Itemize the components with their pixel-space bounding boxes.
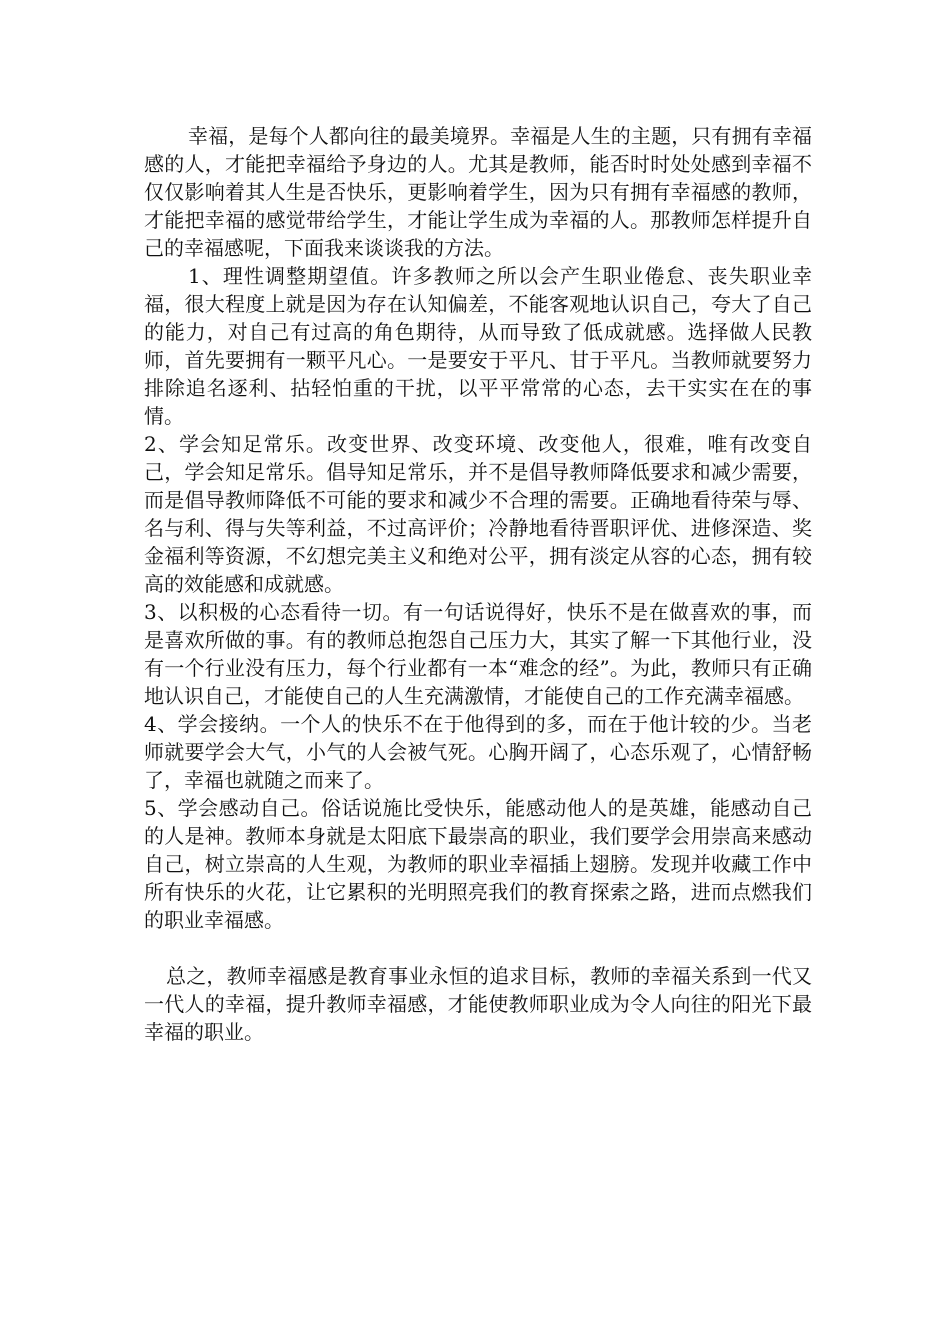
intro-paragraph: 幸福，是每个人都向往的最美境界。幸福是人生的主题，只有拥有幸福感的人，才能把幸福给予身边的人。尤其是教师，能否时时处处感到幸福不仅仅影响着其人生是否快乐，更影响着学生，因为只有拥有幸福感的教师，才能把幸福的感觉带给学生，才能让学生成为幸福的人。那教师怎样提升自己的幸福感呢，下面我来谈谈我的方法。 xyxy=(144,124,812,260)
conclusion-paragraph: 总之，教师幸福感是教育事业永恒的追求目标，教师的幸福关系到一代又一代人的幸福，提升教师幸福感，才能使教师职业成为令人向往的阳光下最幸福的职业。 xyxy=(144,964,812,1044)
document-body xyxy=(144,122,812,1046)
point-5-paragraph: 5、学会感动自己。俗话说施比受快乐，能感动他人的是英雄，能感动自己的人是神。教师本身就是太阳底下最崇高的职业，我们要学会用崇高来感动自己，树立崇高的人生观，为教师的职业幸福插上翅膀。发现并收藏工作中所有快乐的火花，让它累积的光明照亮我们的教育探索之路，进而点燃我们的职业幸福感。 xyxy=(144,796,812,932)
point-4-paragraph: 4、学会接纳。一个人的快乐不在于他得到的多，而在于他计较的少。当老师就要学会大气，小气的人会被气死。心胸开阔了，心态乐观了，心情舒畅了，幸福也就随之而来了。 xyxy=(144,712,812,792)
point-2-paragraph: 2、学会知足常乐。改变世界、改变环境、改变他人，很难，唯有改变自己，学会知足常乐。倡导知足常乐，并不是倡导教师降低要求和减少需要，而是倡导教师降低不可能的要求和减少不合理的需要。正确地看待荣与辱、名与利、得与失等利益，不过高评价；冷静地看待晋职评优、进修深造、奖金福利等资源，不幻想完美主义和绝对公平，拥有淡定从容的心态，拥有较高的效能感和成就感。 xyxy=(144,432,812,596)
paragraph-spacer xyxy=(144,934,812,962)
point-3-paragraph: 3、以积极的心态看待一切。有一句话说得好，快乐不是在做喜欢的事，而是喜欢所做的事。有的教师总抱怨自己压力大，其实了解一下其他行业，没有一个行业没有压力，每个行业都有一本“难念的经”。为此，教师只有正确地认识自己，才能使自己的人生充满激情，才能使自己的工作充满幸福感。 xyxy=(144,600,812,708)
point-1-paragraph: 1、理性调整期望值。许多教师之所以会产生职业倦怠、丧失职业幸福，很大程度上就是因为存在认知偏差，不能客观地认识自己，夸大了自己的能力，对自己有过高的角色期待，从而导致了低成就感。选择做人民教师，首先要拥有一颗平凡心。一是要安于平凡、甘于平凡。当教师就要努力排除追名逐利、拈轻怕重的干扰，以平平常常的心态，去干实实在在的事情。 xyxy=(144,264,812,428)
